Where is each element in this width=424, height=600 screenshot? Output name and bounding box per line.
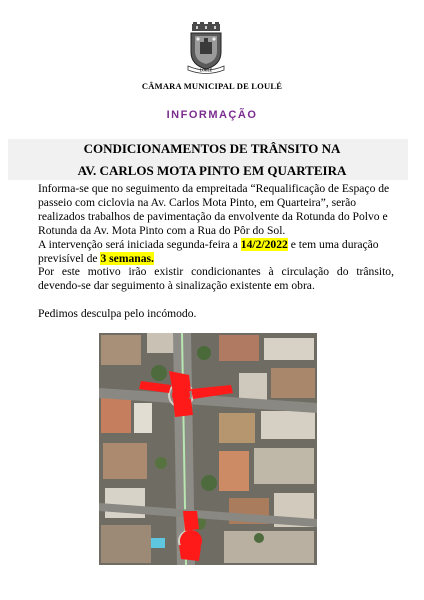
dates-text-middle: e tem uma duração previsível de xyxy=(38,237,379,265)
start-date: 14/2/2022 xyxy=(240,237,288,251)
notice-label: INFORMAÇÃO xyxy=(166,109,258,121)
paragraph-works: Informa-se que no seguimento da empreitada “Requalificação de Espaço de passeio com ciclovia na Av. Carlos Mota Pinto, em Quarteira”, serão realizados trabalhos de pavimentação da envolvente da Rotunda do Polvo e Rotunda da Av. Mota Pinto com a Rua do Pôr do Sol. xyxy=(38,182,390,237)
aerial-map-image xyxy=(99,333,317,565)
council-crest-logo xyxy=(180,22,232,74)
paragraph-traffic: Por este motivo irão existir condicionantes à circulação do trânsito, devendo-se dar seguimento à sinalização existente em obra. xyxy=(38,265,394,293)
dates-text-start: A intervenção será iniciada segunda-feira a xyxy=(38,237,241,251)
crest-ribbon-text: LOULÉ xyxy=(199,68,213,73)
notice-body xyxy=(38,182,394,321)
paragraph-dates xyxy=(38,238,394,266)
notice-title-line-1: CONDICIONAMENTOS DE TRÂNSITO NA xyxy=(83,141,341,156)
notice-title-line-2: AV. CARLOS MOTA PINTO EM QUARTEIRA xyxy=(77,163,347,178)
council-name: CÂMARA MUNICIPAL DE LOULÉ xyxy=(141,81,283,91)
paragraph-apology: Pedimos desculpa pelo incómodo. xyxy=(38,307,197,321)
duration: 3 semanas. xyxy=(100,251,154,265)
